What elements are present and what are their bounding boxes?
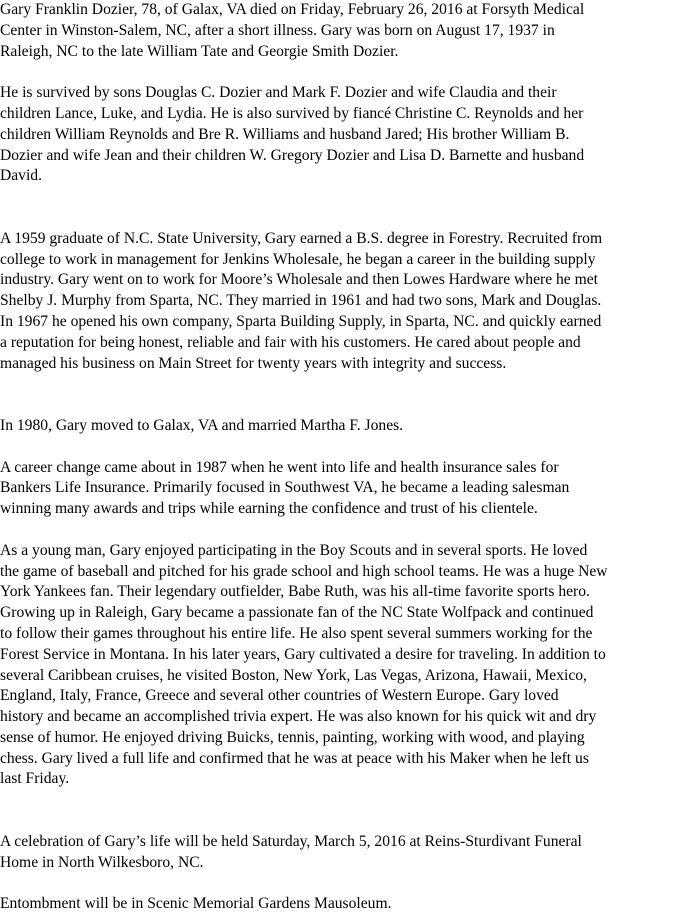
text-line: A 1959 graduate of N.C. State University, Gary earned a B.S. degree in Forestry. Recruited from <box>0 229 603 247</box>
paragraph-career <box>0 229 694 375</box>
text-line: In 1980, Gary moved to Galax, VA and married Martha F. Jones. <box>0 416 404 434</box>
text-line: England, Italy, France, Greece and several other countries of Western Europe. Gary loved <box>0 687 559 705</box>
text-line: a reputation for being honest, reliable and fair with his customers. He cared about people and <box>0 333 581 351</box>
text-line: several Caribbean cruises, he visited Boston, New York, Las Vegas, Arizona, Hawaii, Mexico, <box>0 666 587 684</box>
text-line: sense of humor. He enjoyed driving Buicks, tennis, painting, working with wood, and playing <box>0 728 585 746</box>
text-line: the game of baseball and pitched for his grade school and high school teams. He was a huge New <box>0 562 608 580</box>
paragraph-interests <box>0 541 694 791</box>
text-line: Dozier and wife Jean and their children W. Gregory Dozier and Lisa D. Barnette and husband <box>0 146 585 164</box>
text-line: to follow their games throughout his entire life. He also spent several summers working for the <box>0 624 593 642</box>
paragraph-entombment <box>0 894 694 915</box>
paragraph-insurance <box>0 458 694 520</box>
text-line: industry. Gary went on to work for Moore’s Wholesale and then Lowes Hardware where he met <box>0 271 599 289</box>
text-line: Raleigh, NC to the late William Tate and Georgie Smith Dozier. <box>0 42 399 60</box>
text-line: A career change came about in 1987 when he went into life and health insurance sales for <box>0 458 559 476</box>
text-line: A celebration of Gary’s life will be held Saturday, March 5, 2016 at Reins-Sturdivant Funeral <box>0 832 582 850</box>
text-line: Growing up in Raleigh, Gary became a passionate fan of the NC State Wolfpack and continued <box>0 604 594 622</box>
text-line: Center in Winston-Salem, NC, after a short illness. Gary was born on August 17, 1937 in <box>0 21 555 39</box>
text-line: Shelby J. Murphy from Sparta, NC. They married in 1961 and had two sons, Mark and Douglas. <box>0 292 602 310</box>
paragraph-galax <box>0 416 694 437</box>
text-line: children William Reynolds and Bre R. Williams and husband Jared; His brother William B. <box>0 125 570 143</box>
paragraph-celebration <box>0 832 694 874</box>
text-line: York Yankees fan. Their legendary outfielder, Babe Ruth, was his all-time favorite sports hero. <box>0 583 590 601</box>
text-line: history and became an accomplished trivia expert. He was also known for his quick wit and dry <box>0 708 597 726</box>
paragraph-spacer <box>0 374 694 416</box>
paragraph-spacer <box>0 873 694 894</box>
paragraph-intro <box>0 0 694 62</box>
paragraph-survivors <box>0 83 694 187</box>
text-line: Forest Service in Montana. In his later years, Gary cultivated a desire for traveling. In addition to <box>0 645 606 663</box>
text-line: chess. Gary lived a full life and confirmed that he was at peace with his Maker when he left us <box>0 749 589 767</box>
text-line: managed his business on Main Street for twenty years with integrity and success. <box>0 354 507 372</box>
text-line: last Friday. <box>0 770 70 788</box>
text-line: winning many awards and trips while earning the confidence and trust of his clientele. <box>0 500 538 518</box>
paragraph-spacer <box>0 187 694 229</box>
text-line: college to work in management for Jenkins Wholesale, he began a career in the building supply <box>0 250 596 268</box>
text-line: As a young man, Gary enjoyed participating in the Boy Scouts and in several sports. He loved <box>0 541 588 559</box>
text-line: Entombment will be in Scenic Memorial Gardens Mausoleum. <box>0 895 392 913</box>
text-line: David. <box>0 167 43 185</box>
text-line: children Lance, Luke, and Lydia. He is also survived by fiancé Christine C. Reynolds and her <box>0 104 584 122</box>
paragraph-spacer <box>0 790 694 832</box>
text-line: Home in North Wilkesboro, NC. <box>0 853 204 871</box>
paragraph-spacer <box>0 520 694 541</box>
text-line: Bankers Life Insurance. Primarily focused in Southwest VA, he became a leading salesman <box>0 479 570 497</box>
text-line: He is survived by sons Douglas C. Dozier and Mark F. Dozier and wife Claudia and their <box>0 84 557 102</box>
paragraph-spacer <box>0 437 694 458</box>
text-line: Gary Franklin Dozier, 78, of Galax, VA died on Friday, February 26, 2016 at Forsyth Medical <box>0 1 585 18</box>
paragraph-spacer <box>0 62 694 83</box>
text-line: In 1967 he opened his own company, Sparta Building Supply, in Sparta, NC. and quickly earned <box>0 312 602 330</box>
